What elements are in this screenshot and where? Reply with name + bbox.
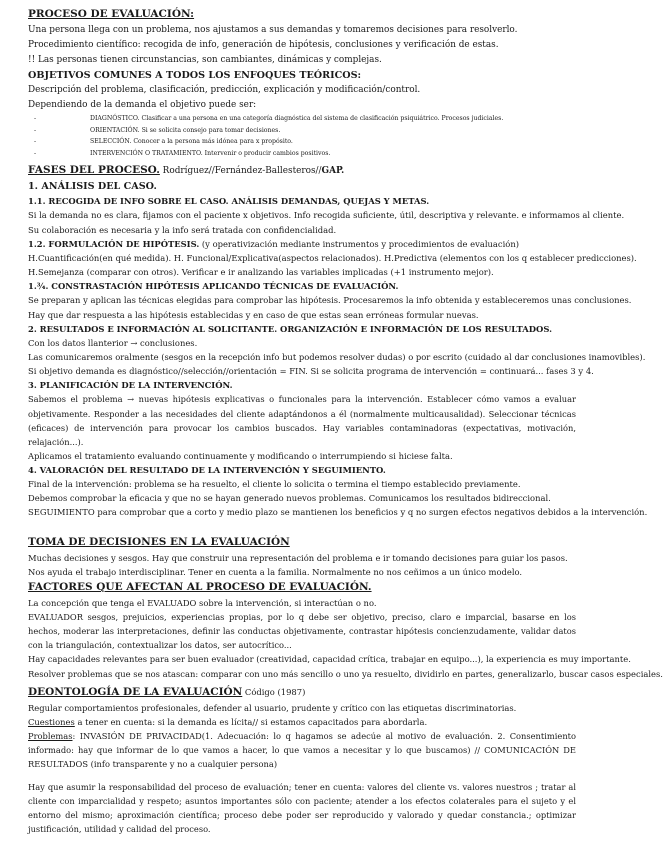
bullet-dash: - <box>34 149 37 157</box>
paragraph: Debemos comprobar la eficacia y que no se hayan generado nuevos problemas. Comunicamos los resultados bidireccional. <box>28 493 551 504</box>
bullet-dash: - <box>34 126 37 134</box>
document-page <box>28 6 663 836</box>
section-title-deontologia: DEONTOLOGÍA DE LA EVALUACIÓN Código (1987) <box>28 685 306 698</box>
phase-heading: 4. VALORACIÓN DEL RESULTADO DE LA INTERVENCIÓN Y SEGUIMIENTO. <box>28 464 386 475</box>
paragraph: Procedimiento científico: recogida de info, generación de hipótesis, conclusiones y verificación de estas. <box>28 40 499 50</box>
list-item: - SELECCIÓN. Conocer a la persona más idónea para x propósito. <box>28 136 576 148</box>
paragraph: SEGUIMIENTO para comprobar que a corto y medio plazo se mantienen los beneficios y q no surgen efectos negativos debidos a la intervención. <box>28 507 648 518</box>
list-item: - INTERVENCIÓN O TRATAMIENTO. Intervenir o producir cambios positivos. <box>28 148 576 160</box>
paragraph: H.Semejanza (comparar con otros). Verificar e ir analizando las variables implicadas (+1 instrumento mejor). <box>28 267 494 278</box>
paragraph: Si la demanda no es clara, fijamos con el paciente x objetivos. Info recogida suficiente, útil, descriptiva y relevante. e informamos al cliente. <box>28 210 625 221</box>
subphase-heading: 1.1. RECOGIDA DE INFO SOBRE EL CASO. ANÁLISIS DEMANDAS, QUEJAS Y METAS. <box>28 196 430 207</box>
paragraph: Resolver problemas que se nos atascan: comparar con uno más sencillo o uno ya resuelto, dividirlo en partes, generalizarlo, buscar casos especiales. <box>28 668 663 679</box>
section-title-proceso: PROCESO DE EVALUACIÓN: <box>28 8 195 20</box>
paragraph: Las comunicaremos oralmente (sesgos en la recepción info but podemos resolver dudas) o por escrito (cuidado al dar conclusiones inamovibles). <box>28 352 646 362</box>
paragraph: Descripción del problema, clasificación, predicción, explicación y modificación/control. <box>28 85 421 95</box>
phase-heading: 2. RESULTADOS E INFORMACIÓN AL SOLICITANTE. ORGANIZACIÓN E INFORMACIÓN DE LOS RESULTADOS. <box>28 323 552 334</box>
section-title-fases: FASES DEL PROCESO. Rodríguez//Fernández-Ballesteros//GAP. <box>28 164 345 177</box>
paragraph: Nos ayuda el trabajo interdisciplinar. Tener en cuenta a la familia. Normalmente no nos ceñimos a un único modelo. <box>28 566 523 577</box>
list-item: - ORIENTACIÓN. Si se solicita consejo para tomar decisiones. <box>28 125 576 137</box>
paragraph: H.Cuantificación(en qué medida). H. Funcional/Explicativa(aspectos relacionados). H.Predictiva (elementos con los q establecer predicciones). <box>28 252 637 263</box>
paragraph: !! Las personas tienen circunstancias, son cambiantes, dinámicas y complejas. <box>28 55 382 65</box>
paragraph: Dependiendo de la demanda el objetivo puede ser: <box>28 100 257 110</box>
paragraph: Hay capacidades relevantes para ser buen evaluador (creatividad, capacidad crítica, trabajar en equipo...), la experiencia es muy importante. <box>28 654 631 665</box>
paragraph: Regular comportamientos profesionales, defender al usuario, prudente y crítico con las etiquetas discriminatorias. <box>28 702 517 713</box>
paragraph: Hay que asumir la responsabilidad del proceso de evaluación; tener en cuenta: valores del cliente vs. valores nuestros ; tratar al cliente con imparcialidad y respeto; asuntos importantes sólo con paciente; atender a los efectos colaterales para el sujeto y el entorno del mismo; aproximación científica; proceso debe poder ser reproducido y valorado y quedar constancia.; optimizar justificación, utilidad y calidad del proceso. <box>28 781 576 834</box>
paragraph: Problemas: INVASIÓN DE PRIVACIDAD(1. Adecuación: lo q hagamos se adecúe al motivo de evaluación. 2. Consentimiento informado: hay que informar de lo que vamos a hacer, lo que vamos a necesitar y lo que buscamos) // COMUNICACIÓN DE RESULTADOS (info transparente y no a cualquier persona) <box>28 731 576 770</box>
list-item: - DIAGNÓSTICO. Clasificar a una persona en una categoría diagnóstica del sistema de clasificación psiquiátrico. Procesos judiciales. <box>28 113 576 125</box>
paragraph: Sabemos el problema → nuevas hipótesis explicativas o funcionales para la intervención. Establecer cómo vamos a evaluar objetivamente. Responder a las necesidades del cliente adaptándonos a él (normalmente multicausalidad). Seleccionar técnicas (eficaces) de intervención para provocar los cambios buscados. Hay variables contaminadoras (expectativas, motivación, relajación...). <box>28 394 576 447</box>
paragraph: Si objetivo demanda es diagnóstico//selección//orientación = FIN. Si se solicita programa de intervención = continuará... fases 3 y 4. <box>28 366 594 377</box>
section-title-objetivos: OBJETIVOS COMUNES A TODOS LOS ENFOQUES TEÓRICOS: <box>28 70 362 81</box>
bullet-dash: - <box>34 115 37 122</box>
paragraph: Aplicamos el tratamiento evaluando continuamente y modificando o interrumpiendo si hiciese falta. <box>28 450 453 461</box>
subphase-heading: 1.¾. CONSTRASTACIÓN HIPÓTESIS APLICANDO TÉCNICAS DE EVALUACIÓN. <box>28 281 399 292</box>
subphase-heading: 1.2. FORMULACIÓN DE HIPÓTESIS. (y operativización mediante instrumentos y procedimientos de evaluación) <box>28 238 519 249</box>
section-title-toma-decisiones: TOMA DE DECISIONES EN LA EVALUACIÓN <box>28 535 290 548</box>
section-title-factores: FACTORES QUE AFECTAN AL PROCESO DE EVALUACIÓN. <box>28 581 372 593</box>
paragraph: Su colaboración es necesaria y la info será tratada con confidencialidad. <box>28 224 337 235</box>
phase-heading: 1. ANÁLISIS DEL CASO. <box>28 181 157 193</box>
paragraph: Hay que dar respuesta a las hipótesis establecidas y en caso de que estas sean erróneas formular nuevas. <box>28 309 479 320</box>
paragraph: EVALUADOR sesgos, prejuicios, experiencias propias, por lo q debe ser objetivo, preciso, claro e imparcial, basarse en los hechos, moderar las interpretaciones, definir las conductas objetivamente, contrastar hipótesis concienzudamente, validar datos con la triangulación, contextualizar los datos, ser autocrítico... <box>28 612 576 651</box>
paragraph: Una persona llega con un problema, nos ajustamos a sus demandas y tomaremos decisiones para resolverlo. <box>28 25 518 35</box>
paragraph: Final de la intervención: problema se ha resuelto, el cliente lo solicita o termina el tiempo establecido previamente. <box>28 478 521 489</box>
paragraph: Se preparan y aplican las técnicas elegidas para comprobar las hipótesis. Procesaremos la info obtenida y estableceremos unas conclusiones. <box>28 295 632 306</box>
bullet-dash: - <box>34 138 37 146</box>
paragraph: Con los datos llanterior → conclusiones. <box>28 337 198 348</box>
paragraph: Cuestiones a tener en cuenta: si la demanda es lícita// si estamos capacitados para abordarla. <box>28 717 428 728</box>
paragraph: Muchas decisiones y sesgos. Hay que construir una representación del problema e ir tomando decisiones para guiar los pasos. <box>28 552 568 563</box>
phase-heading: 3. PLANIFICACIÓN DE LA INTERVENCIÓN. <box>28 380 233 391</box>
paragraph: La concepción que tenga el EVALUADO sobre la intervención, si interactúan o no. <box>28 598 377 608</box>
